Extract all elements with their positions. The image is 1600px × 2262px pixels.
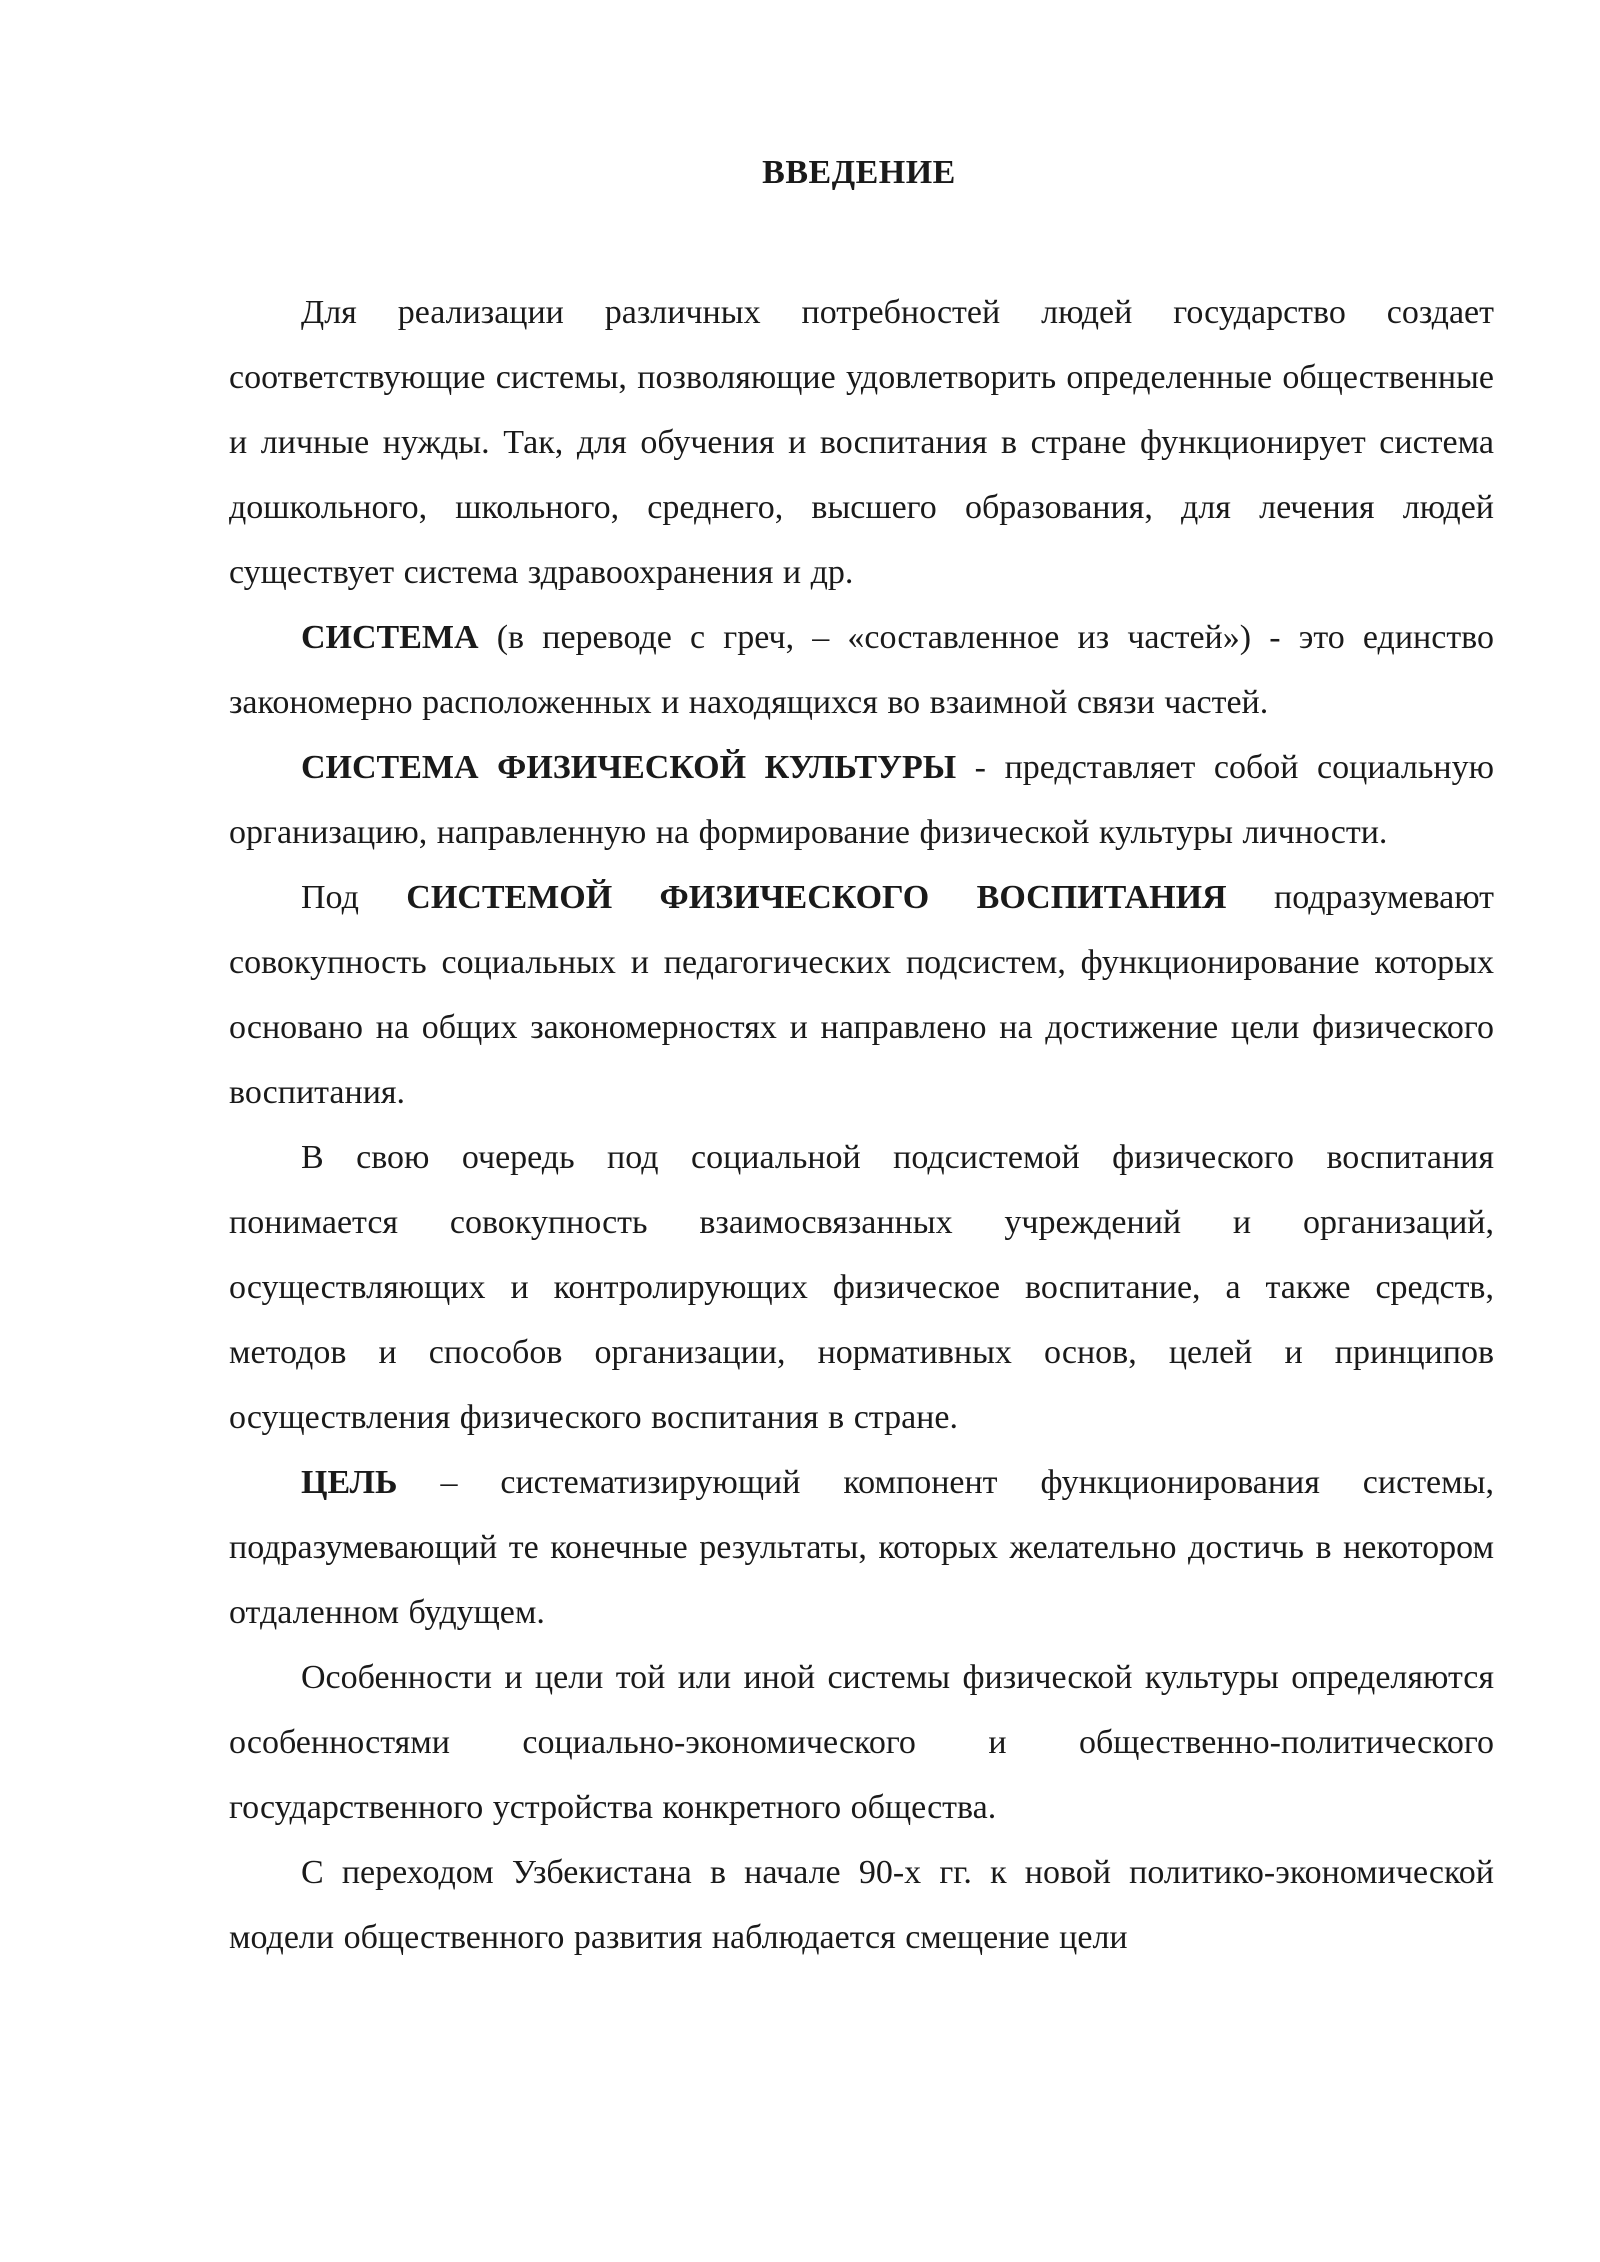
paragraph-intro xyxy=(229,280,1494,605)
paragraph-text: В свою очередь под социальной подсистемой физического воспитания понимается совокупность взаимосвязанных учреждений и организаций, осуществляющих и контролирующих физическое воспитание, а также средств, методов и способов организации, нормативных основ, целей и принципов осуществления физического воспитания в стране. xyxy=(229,1139,1494,1436)
paragraph-text: С переходом Узбекистана в начале 90-х гг. к новой политико-экономической модели общественного развития наблюдается смещение цели xyxy=(229,1854,1494,1956)
paragraph-goal xyxy=(229,1450,1494,1645)
paragraph-physical-education-system xyxy=(229,865,1494,1125)
term-goal: ЦЕЛЬ xyxy=(301,1464,398,1501)
page-title: ВВЕДЕНИЕ xyxy=(762,154,956,191)
term-physical-education-system: СИСТЕМОЙ ФИЗИЧЕСКОГО ВОСПИТАНИЯ xyxy=(406,879,1227,916)
paragraph-features xyxy=(229,1645,1494,1840)
paragraph-uzbekistan xyxy=(229,1840,1494,1970)
term-physical-culture-system: СИСТЕМА ФИЗИЧЕСКОЙ КУЛЬТУРЫ xyxy=(301,749,957,786)
paragraph-system-definition xyxy=(229,605,1494,735)
paragraph-social-subsystem xyxy=(229,1125,1494,1450)
paragraph-text: Для реализации различных потребностей людей государство создает соответствующие системы, позволяющие удовлетворить определенные общественные и личные нужды. Так, для обучения и воспитания в стране функционирует система дошкольного, школьного, среднего, высшего образования, для лечения людей существует система здравоохранения и др. xyxy=(229,294,1494,591)
paragraph-text: (в переводе с греч, – «составленное из частей») - это единство закономерно расположенных и находящихся во взаимной связи частей. xyxy=(229,619,1494,721)
paragraph-text: Особенности и цели той или иной системы физической культуры определяются особенностями социально-экономического и общественно-политического государственного устройства конкретного общества. xyxy=(229,1659,1494,1826)
term-system: СИСТЕМА xyxy=(301,619,479,656)
paragraph-lead: Под xyxy=(301,879,407,916)
paragraph-text: – систематизирующий компонент функционирования системы, подразумевающий те конечные результаты, которых желательно достичь в некотором отдаленном будущем. xyxy=(229,1464,1494,1631)
paragraph-text: подразумевают совокупность социальных и педагогических подсистем, функционирование которых основано на общих закономерностях и направлено на достижение цели физического воспитания. xyxy=(229,879,1494,1111)
paragraph-physical-culture-system xyxy=(229,735,1494,865)
document-body xyxy=(229,280,1494,1970)
paragraph-text: - представляет собой социальную организацию, направленную на формирование физической культуры личности. xyxy=(229,749,1494,851)
